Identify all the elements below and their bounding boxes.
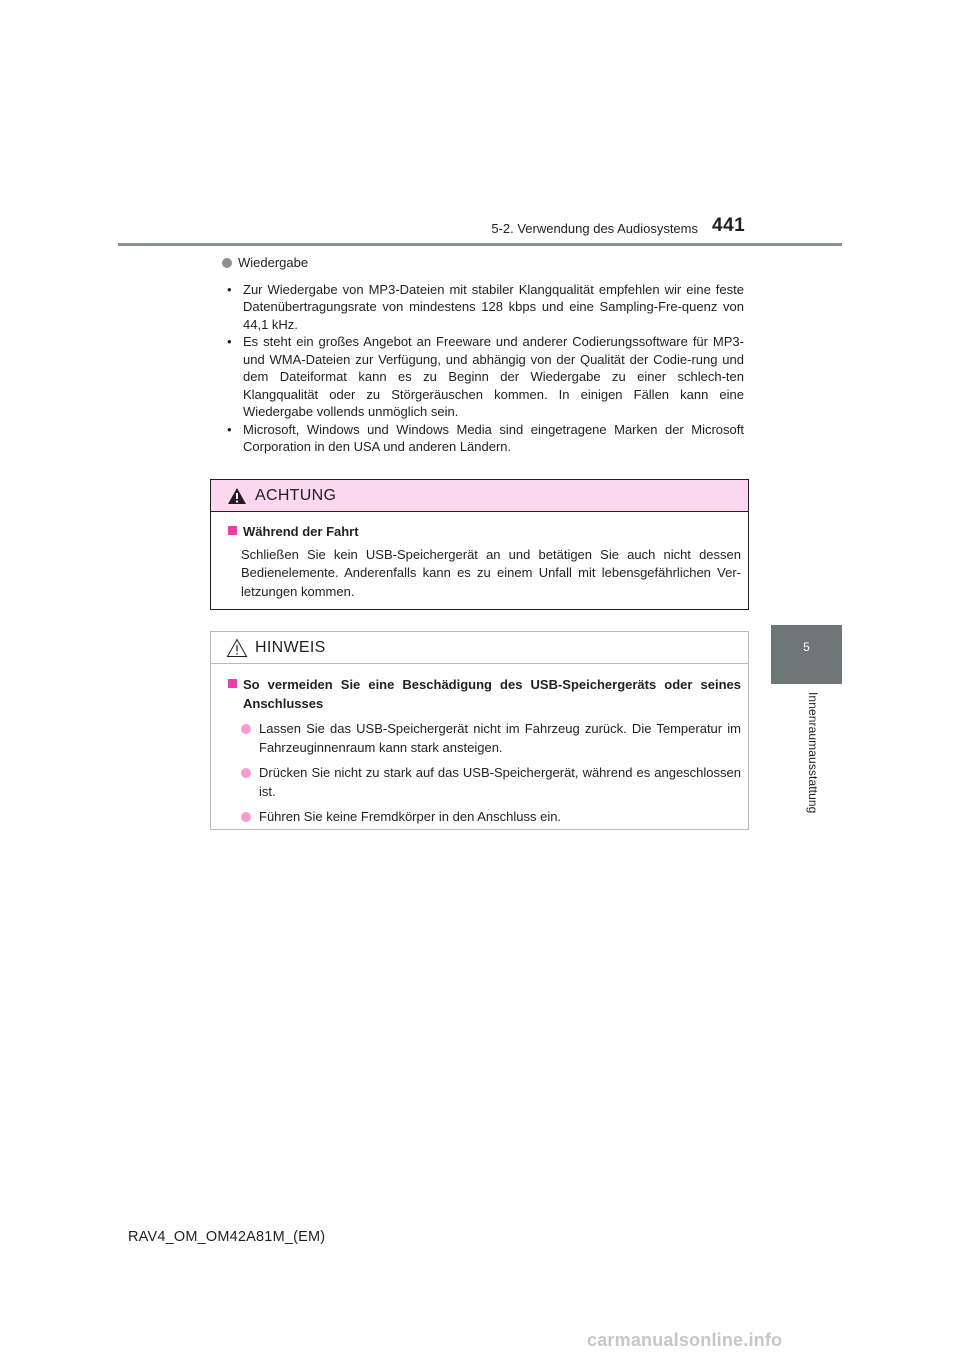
warning-heading-row [228,523,741,542]
document-code: RAV4_OM_OM42A81M_(EM) [128,1229,326,1245]
warning-header [211,480,748,512]
chapter-tab [771,625,842,684]
notice-triangle-icon [226,638,248,658]
warning-triangle-icon [227,487,247,505]
square-bullet-icon [228,679,237,688]
intro-heading-row [222,254,744,272]
notice-header [211,632,748,664]
notice-heading-row [228,676,741,713]
circle-bullet-icon [241,724,251,734]
intro-heading: Wiedergabe [238,255,309,270]
list-item [241,764,741,801]
intro-section [222,254,744,456]
notice-box [210,631,749,830]
watermark: carmanualsonline.info [587,1330,783,1350]
warning-text: Schließen Sie kein USB-Speichergerät an und betätigen Sie auch nicht dessen Bedienelemente. Anderenfalls kann es zu einem Unfall mit lebensgefährlichen Ver-letzungen kommen. [241,546,741,599]
page-number: 441 [712,215,746,236]
section-title: 5-2. Verwendung des Audiosystems [491,221,698,236]
notice-heading: So vermeiden Sie eine Beschädigung des USB-Speichergeräts oder seines Anschlusses [243,677,741,711]
list-item-text: Lassen Sie das USB-Speichergerät nicht im Fahrzeug zurück. Die Temperatur im Fahrzeuginnenraum kann stark ansteigen. [259,721,741,755]
list-item-text: Es steht ein großes Angebot an Freeware und anderer Codierungssoftware für MP3- und WMA-Dateien zur Verfügung, und abhängig von der Qualität der Codie-rung und dem Dateiformat kann es zu Beginn der Wiedergabe zu einer schlech-ten Klangqualität oder zu Störgeräuschen kommen. In einigen Fällen kann eine Wiedergabe vollends unmöglich sein. [243,334,744,419]
circle-bullet-icon [222,258,232,268]
circle-bullet-icon [241,812,251,822]
circle-bullet-icon [241,768,251,778]
list-item [241,808,741,827]
dot-bullet-icon: • [227,281,232,297]
list-item [222,421,744,456]
chapter-title: Innenraumausstattung [806,692,820,814]
list-item [222,333,744,421]
list-item-text: Führen Sie keine Fremdkörper in den Anschluss ein. [259,809,562,824]
square-bullet-icon [228,526,237,535]
warning-title: ACHTUNG [255,486,337,504]
list-item [222,281,744,334]
dot-bullet-icon: • [227,421,232,437]
header-divider [118,243,842,246]
notice-body [211,664,748,827]
dot-bullet-icon: • [227,334,232,349]
list-item [241,720,741,757]
intro-list [222,281,744,456]
chapter-number: 5 [803,640,810,654]
warning-heading: Während der Fahrt [243,524,359,539]
list-item-text: Microsoft, Windows und Windows Media sind eingetragene Marken der Microsoft Corporation in den USA und anderen Ländern. [243,421,744,454]
warning-box [210,479,749,610]
list-item-text: Drücken Sie nicht zu stark auf das USB-Speichergerät, während es angeschlossen ist. [259,765,741,799]
warning-body [211,512,748,601]
list-item-text: Zur Wiedergabe von MP3-Dateien mit stabiler Klangqualität empfehlen wir eine feste Datenübertragungsrate von mindestens 128 kbps und eine Sampling-Fre-quenz von 44,1 kHz. [243,281,744,332]
notice-title: HINWEIS [255,638,326,656]
